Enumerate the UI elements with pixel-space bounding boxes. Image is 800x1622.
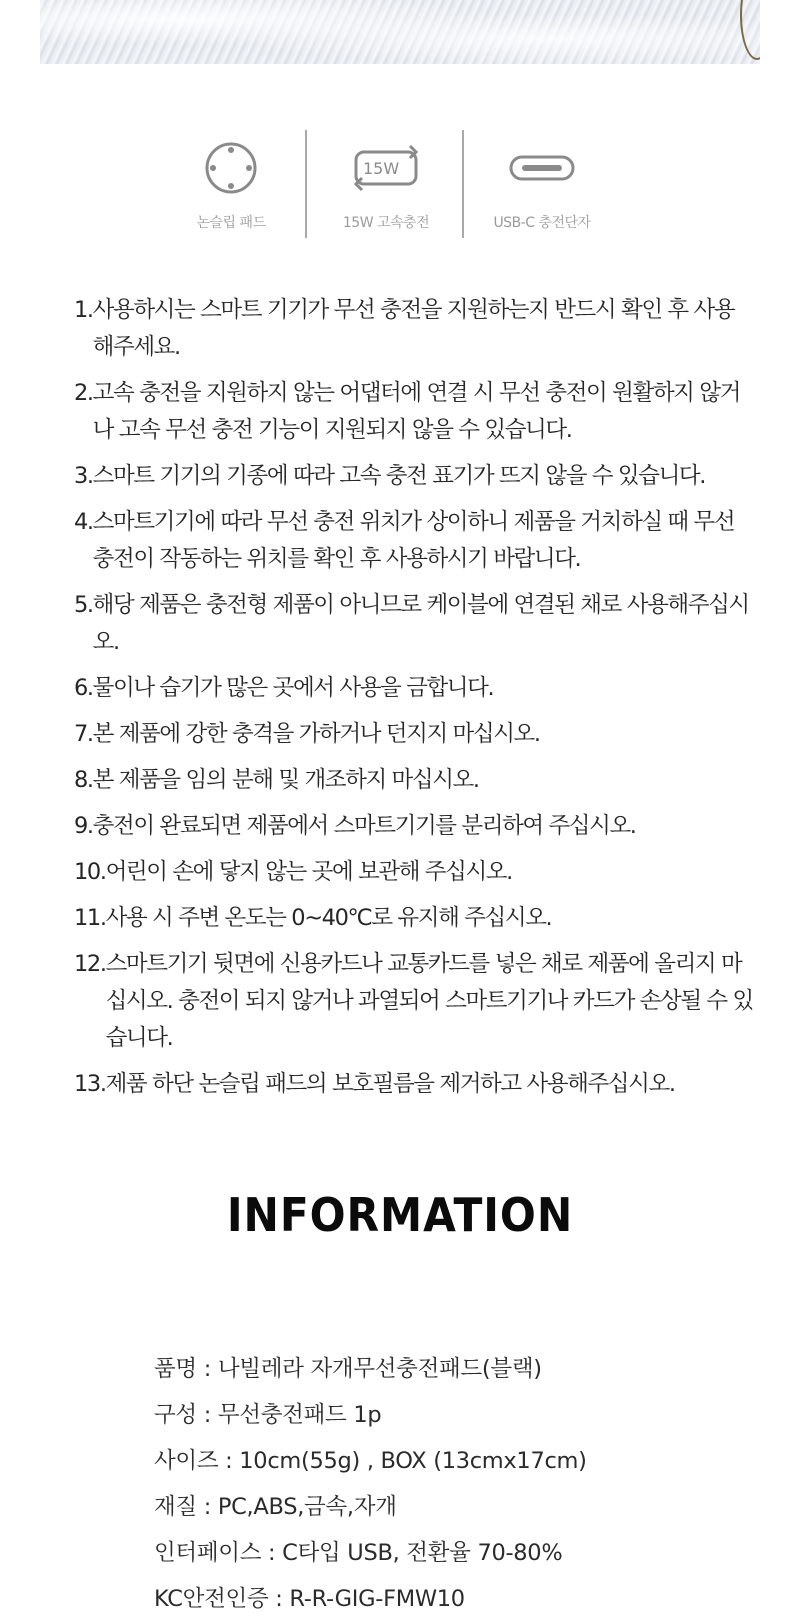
product-information	[154, 1346, 774, 1622]
feature-fast-charge	[306, 130, 466, 240]
list-item: 8. 본 제품을 임의 분해 및 개조하지 마십시오.	[74, 767, 479, 793]
feature-non-slip-pad	[151, 130, 311, 240]
list-item: 12. 스마트기기 뒷면에 신용카드나 교통카드를 넣은 채로 제품에 올리지 마십시오. 충전이 되지 않거나 과열되어 스마트기기나 카드가 손상될 수 있습니다.	[74, 951, 753, 1051]
feature-icons	[0, 130, 800, 240]
info-row-kc-certification: KC안전인증 : R-R-GIG-FMW10	[154, 1586, 465, 1612]
feature-label: USB-C 충전단자	[493, 215, 591, 231]
list-item: 13. 제품 하단 논슬립 패드의 보호필름을 제거하고 사용해주십시오.	[74, 1071, 675, 1097]
list-item: 10. 어린이 손에 닿지 않는 곳에 보관해 주십시오.	[74, 859, 512, 885]
feature-label: 논슬립 패드	[196, 215, 266, 231]
usb-c-port-icon	[508, 153, 576, 183]
list-item: 6. 물이나 습기가 많은 곳에서 사용을 금합니다.	[74, 675, 494, 701]
info-row-material: 재질 : PC,ABS,금속,자개	[154, 1494, 397, 1520]
information-heading: INFORMATION	[226, 1188, 574, 1242]
list-item: 1. 사용하시는 스마트 기기가 무선 충전을 지원하는지 반드시 확인 후 사용해주세요.	[74, 297, 735, 360]
info-row-size: 사이즈 : 10cm(55g) , BOX (13cmx17cm)	[154, 1448, 587, 1474]
product-edge	[740, 0, 760, 60]
product-photo-fur-background	[40, 0, 760, 64]
caution-list	[74, 292, 754, 1112]
list-item: 5. 해당 제품은 충전형 제품이 아니므로 케이블에 연결된 채로 사용해주십시오.	[74, 592, 749, 655]
info-row-interface: 인터페이스 : C타입 USB, 전환율 70-80%	[154, 1540, 563, 1566]
feature-usb-c	[462, 130, 622, 240]
list-item: 3. 스마트 기기의 기종에 따라 고속 충전 표기가 뜨지 않을 수 있습니다.	[74, 463, 705, 489]
list-item: 9. 충전이 완료되면 제품에서 스마트기기를 분리하여 주십시오.	[74, 813, 636, 839]
list-item: 11. 사용 시 주변 온도는 0~40℃로 유지해 주십시오.	[74, 905, 552, 931]
info-row-components: 구성 : 무선충전패드 1p	[154, 1402, 382, 1428]
fast-charge-15w-icon	[350, 144, 422, 192]
list-item: 4. 스마트기기에 따라 무선 충전 위치가 상이하니 제품을 거치하실 때 무선 충전이 작동하는 위치를 확인 후 사용하시기 바랍니다.	[74, 509, 735, 572]
non-slip-pad-icon	[203, 140, 259, 196]
list-item: 2. 고속 충전을 지원하지 않는 어댑터에 연결 시 무선 충전이 원활하지 않거나 고속 무선 충전 기능이 지원되지 않을 수 있습니다.	[74, 380, 740, 443]
list-item: 7. 본 제품에 강한 충격을 가하거나 던지지 마십시오.	[74, 721, 540, 747]
info-row-name: 품명 : 나빌레라 자개무선충전패드(블랙)	[154, 1356, 542, 1382]
fast-charge-badge: 15W	[363, 159, 400, 178]
feature-label: 15W 고속충전	[342, 215, 430, 231]
